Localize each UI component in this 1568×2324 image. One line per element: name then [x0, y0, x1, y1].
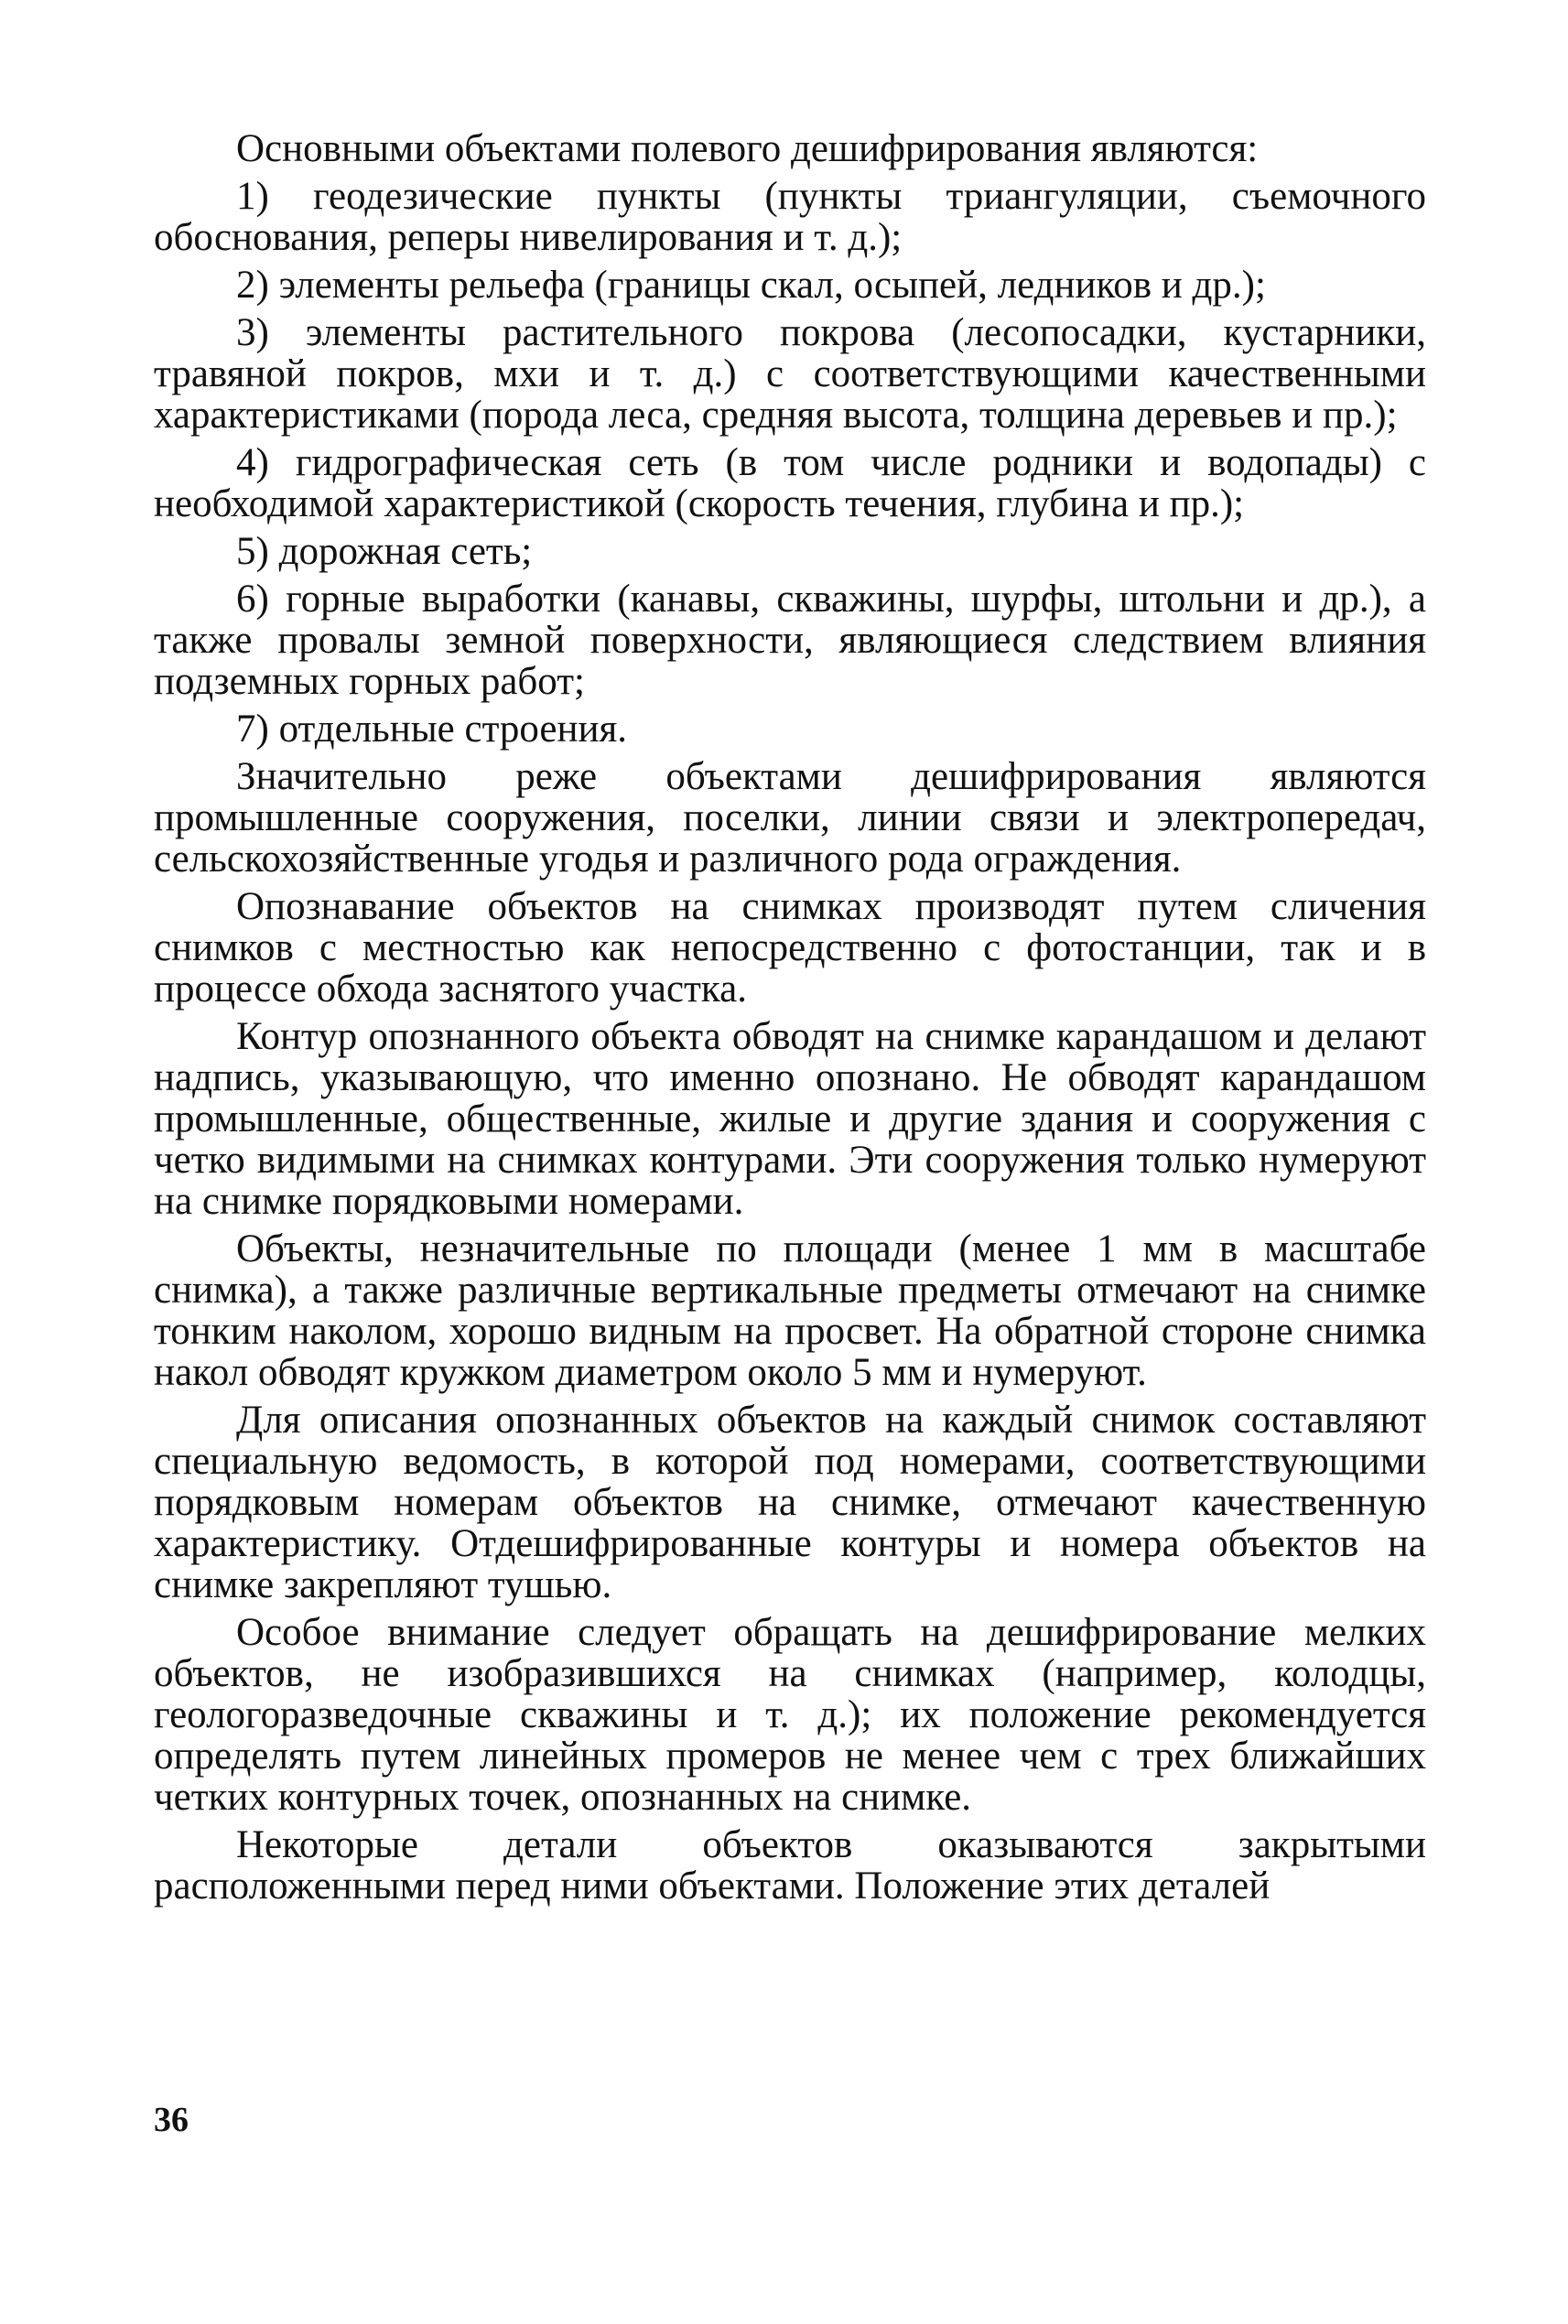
paragraph: Опознавание объектов на снимках производят путем сличения снимков с местностью как непосредственно с фотостанции, так и в процессе обхода заснятого участка.	[154, 885, 1426, 1011]
list-item: 6) горные выработки (канавы, скважины, шурфы, штольни и др.), а также провалы земной поверхности, являющиеся следствием влияния подземных горных работ;	[154, 578, 1426, 703]
paragraph: Некоторые детали объектов оказываются закрытыми расположенными перед ними объектами. Положение этих деталей	[154, 1823, 1426, 1908]
paragraph: Контур опознанного объекта обводят на снимке карандашом и делают надпись, указывающую, что именно опознано. Не обводят карандашом промышленные, общественные, жилые и другие здания и сооружения с четко видимыми на снимках контурами. Эти сооружения только нумеруют на снимке порядковыми номерами.	[154, 1015, 1426, 1223]
paragraph: Значительно реже объектами дешифрирования являются промышленные сооружения, поселки, линии связи и электропередач, сельскохозяйственные угодья и различного рода ограждения.	[154, 755, 1426, 881]
list-item: 7) отдельные строения.	[236, 708, 628, 751]
body-text	[154, 128, 1426, 1913]
list-item: 3) элементы растительного покрова (лесопосадки, кустарники, травяной покров, мхи и т. д.) с соответствующими качественными характеристиками (порода леса, средняя высота, толщина деревьев и пр.);	[154, 311, 1426, 437]
paragraph: Особое внимание следует обращать на дешифрирование мелких объектов, не изобразившихся на снимках (например, колодцы, геологоразведочные скважины и т. д.); их положение рекомендуется определять путем линейных промеров не менее чем с трех ближайших четких контурных точек, опознанных на снимке.	[154, 1611, 1426, 1819]
list-item: 1) геодезические пункты (пункты триангуляции, съемочного обоснования, реперы нивелирования и т. д.);	[154, 175, 1426, 259]
intro-paragraph: Основными объектами полевого дешифрирования являются:	[236, 127, 1259, 170]
paragraph: Объекты, незначительные по площади (менее 1 мм в масштабе снимка), а также различные вертикальные предметы отмечают на снимке тонким наколом, хорошо видным на просвет. На обратной стороне снимка накол обводят кружком диаметром около 5 мм и нумеруют.	[154, 1227, 1426, 1394]
list-item: 4) гидрографическая сеть (в том числе родники и водопады) с необходимой характеристикой (скорость течения, глубина и пр.);	[154, 441, 1426, 525]
list-item: 2) элементы рельефа (границы скал, осыпей, ледников и др.);	[236, 264, 1266, 307]
paragraph: Для описания опознанных объектов на каждый снимок составляют специальную ведомость, в которой под номерами, соответствующими порядковым номерам объектов на снимке, отмечают качественную характеристику. Отдешифрированные контуры и номера объектов на снимке закрепляют тушью.	[154, 1399, 1426, 1606]
list-item: 5) дорожная сеть;	[236, 530, 533, 573]
page-number: 36	[154, 2101, 189, 2139]
